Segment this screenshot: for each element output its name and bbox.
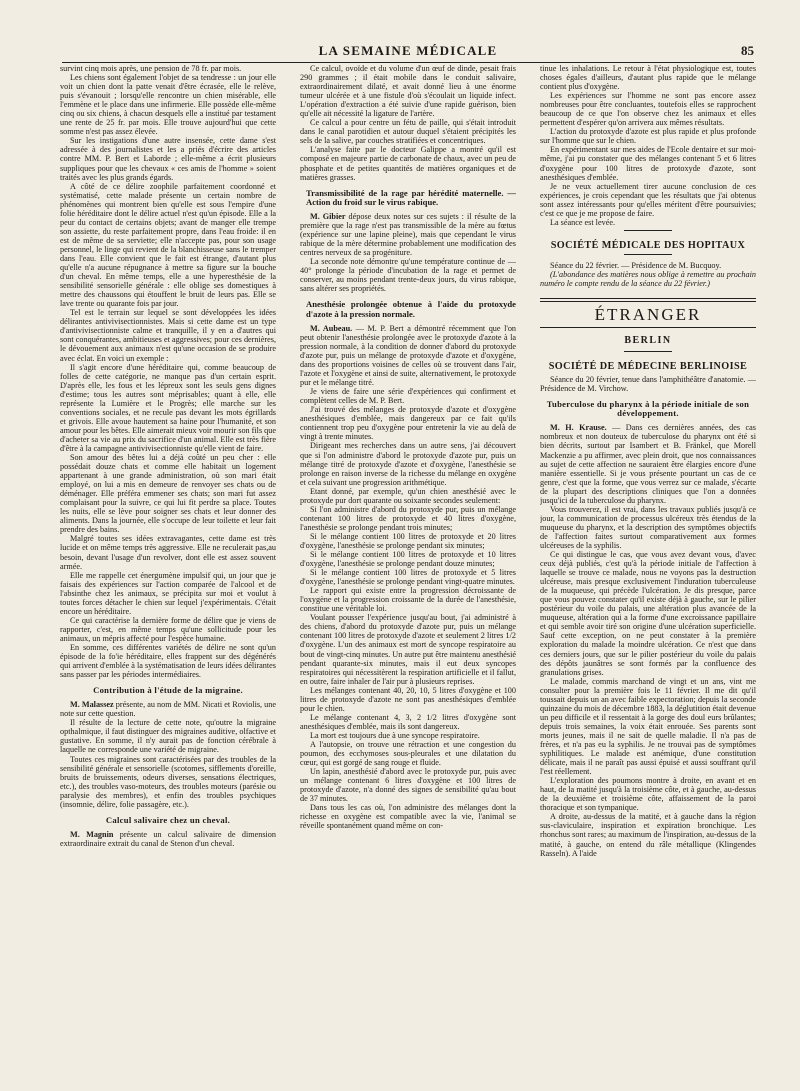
paragraph: Le malade, commis marchand de vingt et un ans, vint me consulter pour la première fois le 11 février. Il me dit qu'il toussait depuis un an avec faible expectoration; depuis la seconde quinzaine du mois de décembre 1883, la déglutition était devenue un peu difficile et il ressentait à la gorge des doul eurs brûlantes; depuis trois semaines, la voix était enrouée. Ses parents sont morts jeunes, mais il ne sait de quelle maladie. Il n'a pas de frères, et n'a pas eu la syphilis. Je ne trouvai pas de symptômes syphilitiques. Le malade est anémique, d'une constitution délicate, mais il ne paraît pas aussi épuisé et aussi souffrant qu'il l'est réellement. [540, 676, 756, 777]
paragraph [60, 830, 276, 848]
paragraph: Dans tous les cas où, l'on administre des mélanges dont la richesse en oxygène est compatible avec la vie, l'animal se réveille spontanément quand même on con- [300, 803, 516, 831]
paragraph [60, 700, 276, 718]
column-1 [60, 64, 276, 1086]
society-title: SOCIÉTÉ MÉDICALE DES HOPITAUX [550, 239, 746, 251]
paragraph: Tel est le terrain sur lequel se sont développées les idées délirantes antivivisectionnistes. Mais si cette dame est un type d'antivivisectionniste calme et tranquille, il y en a d'autres qui sont conquérantes, ambitieuses et aggressives; pour ces dernières, le dévouement aux animaux n'est qu'une occasion de se produire avec éclat. En voici un exemple : [60, 308, 276, 363]
session-info: Séance du 20 février, tenue dans l'amphithéâtre d'anatomie. — Présidence de M. Virchow. [540, 375, 756, 394]
paragraph: Ce qui caractérise la dernière forme de délire que je viens de rapporter, c'est, en même temps qu'une sollicitude pour les animaux, un mépris affecté pour l'espèce humaine. [60, 615, 276, 643]
paragraph: Si le mélange contient 100 litres de protoxyde et 10 litres d'oxygène, l'anesthésie se prolonge pendant douze minutes; [300, 550, 516, 569]
paragraph: Un lapin, anesthésié d'abord avec le protoxyde pur, puis avec un mélange contenant 6 litres d'oxygène et 100 litres de protoxyde d'azote, n'a donné des signes de sensibilité qu'au bout de 37 minutes. [300, 767, 516, 804]
editorial-note: (L'abondance des matières nous oblige à remettre au prochain numéro le compte rendu de la séance du 22 février.) [540, 269, 756, 288]
paragraph: J'ai trouvé des mélanges de protoxyde d'azote et d'oxygène anesthésiques d'emblée, mais dangereux par ce fait qu'ils contiennent trop peu d'oxygène pour entretenir la vie au delà de vingt à trente minutes. [300, 405, 516, 442]
section-title: Calcul salivaire chez un cheval. [105, 814, 231, 825]
paragraph: Si le mélange contient 100 litres de protoxyde et 5 litres d'oxygène, l'anesthésie se prolonge pendant vingt-quatre minutes. [300, 568, 516, 587]
paragraph [540, 423, 756, 504]
column-2 [300, 64, 516, 1086]
paragraph-text: présente un calcul salivaire de dimension extraordinaire extrait du canal de Stenon d'un cheval. [60, 829, 276, 848]
paragraph: tinue les inhalations. Le retour à l'état physiologique est, toutes choses égales d'ailleurs, d'autant plus rapide que le mélange contient plus d'oxygène. [540, 64, 756, 92]
paragraph: Si l'on administre d'abord du protoxyde pur, puis un mélange contenant 100 litres de protoxyde et 40 litres d'oxygène, l'anesthésie se prolonge pendant trois minutes; [300, 504, 516, 532]
paragraph: Sur les instigations d'une autre insensée, cette dame s'est adressée à des journalistes et les a priés d'écrire des articles contre MM. P. Bert et Laborde ; elle-même a écrit plusieurs suppliques pour que les chevaux « ces amis de l'homme » soient traités avec les plus grands égards. [60, 136, 276, 182]
speaker-name: M. Malassez [70, 700, 114, 710]
paragraph: Le mélange contenant 4, 3, 2 1/2 litres d'oxygène sont anesthésiques d'emblée, mais ils sont dangereux. [300, 712, 516, 731]
paragraph: Les mélanges contenant 40, 20, 10, 5 litres d'oxygène et 100 litres de protoxyde d'azote ne sont pas anesthésiques d'emblée pour le chien. [300, 685, 516, 713]
paragraph: Je ne veux actuellement tirer aucune conclusion de ces expériences, je crois cependant que les résultats que j'ai obtenus sont assez intéressants pour qu'elles méritent d'être poursuivies; c'est ce que je me propose de faire. [540, 181, 756, 218]
section-title: Transmissibilité de la rage par hérédité maternelle. — Action du froid sur le virus rabique. [306, 187, 516, 207]
paragraph: Son amour des bêtes lui a déjà coûté un peu cher : elle possédait douze chats et comme elle habitait un logement appartenant à une grande administration, où son mari était employé, on lui a mis en demeure de renvoyer ses chats ou de déménager. Elle préféra emmener ses chats; son mari fut assez complaisant pour la suivre, ce qui lui fit perdre sa place. Toutes les nuits, elle se lève pour soigner ses chats et leur donner des aliments. Dans la journée, elle s'occupe de leur toilette et leur fait prendre des bains. [60, 453, 276, 535]
paragraph [300, 324, 516, 387]
paragraph: La seconde note démontre qu'une température continue de — 40° prolonge la période d'incubation de la rage et permet de conserver, au moins pendant trente-deux jours, du virus rabique, sans altérer ses propriétés. [300, 257, 516, 294]
section-title: Contribution à l'étude de la migraine. [93, 685, 243, 696]
section-title: Tuberculose du pharynx à la période initiale de son développement. [546, 399, 750, 419]
speaker-name: M. Gibier [310, 212, 346, 222]
paragraph: Les expériences sur l'homme ne sont pas encore assez nombreuses pour être concluantes, toutefois elles se rapprochent beaucoup de ce que l'on observe chez les animaux et elles permettent d'espérer qu'on arrivera aux mêmes résultats. [540, 91, 756, 128]
paragraph: La séance est levée. [550, 217, 616, 227]
speaker-name: M. Magnin [70, 829, 114, 839]
paragraph: Etant donné, par exemple, qu'un chien anesthésié avec le protoxyde pur dort quarante ou soixante secondes seulement: [300, 486, 516, 505]
paragraph: Il s'agit encore d'une héréditaire qui, comme beaucoup de folles de cette catégorie, ne manque pas d'un certain esprit. D'après elle, les fous et les lépreux sont les seuls gens dignes d'estime; tous les autres sont méprisables; quant à elle, elle représente la Lumière et le Progrès; elle marche sur les conventions sociales, et ne recule pas devant les mots égrillards et grivois. Elle avoue hautement sa haine pour l'humanité, et son amour pour les bêtes. Elle aimerait mieux voir mourir son fils que d'acheter sa vie au prix du sacrifice d'un animal. Elle est très fière d'être à la campagne antivivisectionniste qu'elle vient de faire. [60, 362, 276, 453]
paragraph: Elle me rappelle cet énergumène impulsif qui, un jour que je faisais des expériences sur l'action comparée de l'alcool et de l'absinthe chez les animaux, se précipita sur moi et voulut à toutes forces détacher le chien sur lequel j'expérimentais. C'était encore un héréditaire. [60, 570, 276, 616]
column-3 [540, 64, 756, 1086]
paragraph-text: — M. P. Bert a démontré récemment que l'on peut obtenir l'anesthésie prolongée avec le protoxyde d'azote à la pression normale, à la condition de donner d'abord du protoxyde d'azote pur, puis un mélange de protoxyde d'azote et d'oxygène, dans des proportions voisines de celles où se trouvent dans l'air, l'azote et l'oxygène et ainsi de suite, alternativement, le protoxyde pur et le mélange titré. [300, 323, 516, 388]
paragraph [300, 212, 516, 257]
paragraph-text: dépose deux notes sur ces sujets : il résulte de la première que la rage n'est pas transmissible de la mère au fœtus (expérience sur une lapine pleine), mais que cependant le virus rabique de la mère détermine probablement une modification des centres nerveux de sa progéniture. [300, 212, 516, 258]
paragraph: Vous trouverez, il est vrai, dans les travaux publiés jusqu'à ce jour, la communication de processus ulcéreux très étendus de la muqueuse du pharynx, et la description des symptômes objectifs de l'affection faites surtout comparativement aux formes ulcéreuses de la syphilis. [540, 504, 756, 550]
divider [540, 298, 756, 302]
paragraph: Les chiens sont également l'objet de sa tendresse : un jour elle voit un chien dont la patte venait d'être écrasée, elle le relève, puis s'évanouit ; lorsqu'elle rencontre un chien misérable, elle l'emmène et le place dans une infirmerie. Elle possède elle-même cinq ou six chiens, à chacun desquels elle a institué par testament une rente de 25 fr. par mois. Elle trouve aujourd'hui que cette somme n'est pas assez élevée. [60, 73, 276, 137]
city-heading: BERLIN [624, 335, 672, 347]
paragraph: Malgré toutes ses idées extravagantes, cette dame est très lucide et on même temps très aggressive. Elle ne reculerait pas,au besoin, devant l'usage d'un revolver, dont elle est assez souvent armée. [60, 534, 276, 571]
paragraph: Ce qui distingue le cas, que vous avez devant vous, d'avec ceux déjà publiés, c'est qu'à la période initiale de l'affection à laquelle se trouve ce malade, nous ne voyons pas la destruction ulcéreuse, mais presque exclusivement l'induration tuberculeuse de la muqueuse, qui précède l'ulcération. Je dis presque, parce que vous pouvez constater qu'il existe déjà à gauche, sur le pilier postérieur du voile du palais, une altération plus avancée de la muqueuse, altération qui a la forme d'une excroissance papillaire et qui semble avoir tiré son origine d'une ulcération superficielle. Sauf cette exception, on ne peut constater à la première exploration du malade la moindre ulcération. Ce n'est que dans ces derniers jours, que sur le pilier postérieur du voile du palais des dépôts jaunâtres se sont formés par la confluence des granulations grises. [540, 550, 756, 677]
paragraph: A côté de ce délire zoophile parfaitement coordonné et systématisé, cette malade présente un certain nombre de phénomènes qui montrent bien qu'elle est sous l'empire d'une folie héréditaire dont le délire actuel n'est qu'un épisode. Elle a la peur du contact de certains objets; avant de manger elle trempe son assiette, du reste parfaitement propre, dans l'eau froide: il en est de même de sa serviette; elle n'accepte pas, pour son usage personnel, le linge qui revient de la blanchisseuse sans le tremper dans l'eau. Elle convient que le fait est étrange, d'autant plus qu'elle n'a aucune répugnance à mettre sa figure sur la bouche d'un cheval. En même temps, elle a une hyperesthésie de la sensibilité sensorielle générale : elle oblige ses domestiques à mettre des chaussons qui étouffent le bruit de leurs pas. Elle se lave trente ou quarante fois par jour. [60, 181, 276, 309]
divider [540, 327, 756, 328]
paragraph-text: — Dans ces dernières années, des cas nombreux et non douteux de tuberculose du pharynx ont été si bien décrits, surtout par Isambert et B. Fränkel, que Morell Mackenzie a pu affirmer, avec plein droit, que nos connaissances au sujet de cette affection ne sauraient être élargies encore d'une manière essentielle. Si je vous présente pourtant un cas de ce genre, c'est que la forme, que vous verrez sur ce malade, s'écarte de la plupart des descriptions cliniques que l'on a données jusqu'ici de la tuberculose du pharynx. [540, 423, 756, 505]
divider [624, 351, 672, 352]
page-header [62, 40, 754, 63]
paragraph: Voulant pousser l'expérience jusqu'au bout, j'ai administré à des chiens, d'abord du protoxyde d'azote pur, puis un mélange contenant 100 litres de protoxyde d'azote et seulement 2 litres 1/2 d'oxygène. L'un des animaux est mort de syncope respiratoire au bout de vingt-cinq minutes. Un autre put être maintenu anesthésié pendant quarante-six minutes, mais il eut deux syncopes respiratoires qui nécessitèrent la respiration artificielle et il fallut, en outre, faire inhaler de l'air pur à plusieurs reprises. [300, 613, 516, 686]
divider [624, 230, 672, 231]
paragraph: Il résulte de la lecture de cette note, qu'outre la migraine opthalmique, il faut distinguer des migraines auditive, olfactive et gustative. En somme, il n'y aurait pas de fonction cérébrale à laquelle ne corresponde une variété de migraine. [60, 718, 276, 755]
paragraph: A droite, au-dessus de la matité, et à gauche dans la région sus-claviculaire, inspiration et expiration bronchique. Les rhonchus sont rares; au maximum de l'inspiration, au-dessus de la matité, à gauche, on entend du râle métallique (Klingendes Rasseln). A l'aide [540, 812, 756, 858]
paragraph: Toutes ces migraines sont caractérisées par des troubles de la sensibilité générale et sensorielle (scotomes, sifflements d'oreille, bruits de bruissements, odeurs diverses, sensations électriques, etc.), des troubles vaso-moteurs, des troubles moteurs (parésie ou paralysie des membres), et enfin des troubles psychiques (insomnie, délire, folie passagère, etc.). [60, 754, 276, 809]
speaker-name: M. H. Krause. [550, 423, 607, 433]
paragraph: survint cinq mois après, une pension de 78 fr. par mois. [60, 64, 242, 73]
page-number: 85 [741, 43, 754, 58]
paragraph: Le rapport qui existe entre la progression décroissante de l'oxygène et la progression croissante de la durée de l'anesthésie, constitue une véritable loi. [300, 586, 516, 614]
paragraph-text: présente, au nom de MM. Nicati et Roviolis, une note sur cette question. [60, 700, 276, 719]
paragraph: Je viens de faire une série d'expériences qui confirment et complètent celles de M. P. Bert. [300, 387, 516, 406]
speaker-name: M. Aubeau. [310, 323, 353, 333]
section-heading: ÉTRANGER [594, 305, 702, 325]
section-title: Anesthésie prolongée obtenue à l'aide du protoxyde d'azote à la pression normale. [306, 299, 516, 319]
paragraph: L'exploration des poumons montre à droite, en avant et en haut, de la matité jusqu'à la troisième côte, et à gauche, au-dessus de la deuxième et troisième côte, affaissement de la paroi thoracique et son tympanique. [540, 776, 756, 813]
paragraph: Dirigeant mes recherches dans un autre sens, j'ai découvert que si l'on administre d'abord le protoxyde d'azote pur, puis un mélange titré de protoxyde d'azote et d'oxygène, l'anesthésie se prolonge en raison inverse de la richesse du mélange en oxygène et cela suivant une progression arithmétique. [300, 441, 516, 487]
session-info: Séance du 22 février. — Présidence de M. Bucquoy. [550, 260, 722, 270]
paragraph: Ce calcul, ovoïde et du volume d'un œuf de dinde, pesait frais 290 grammes ; il était mobile dans le conduit salivaire, extraordinairement dilaté, et avait donné lieu à une énorme tumeur ulcérée et à une fistule d'où s'écoulait un liquide infect. L'opération d'extraction a été suivie d'une rapide guérison, bien qu'elle ait nécessité la ligature de l'artère. [300, 64, 516, 119]
journal-title: LA SEMAINE MÉDICALE [318, 43, 498, 58]
paragraph: La mort est toujours due à une syncope respiratoire. [310, 730, 480, 740]
paragraph: A l'autopsie, on trouve une rétraction et une congestion du poumon, des ecchymoses sous-pleurales et une dilatation du cœur, qui est gorgé de sang rouge et fluide. [300, 740, 516, 768]
paragraph: L'analyse faite par le docteur Galippe a montré qu'il est composé en majeure partie de carbonate de chaux, avec un peu de phosphate et de petites quantités de matières organiques et de matières grasses. [300, 145, 516, 182]
society-title: SOCIÉTÉ DE MÉDECINE BERLINOISE [548, 361, 748, 373]
divider [624, 254, 672, 255]
paragraph: En expérimentant sur mes aides de l'Ecole dentaire et sur moi-même, j'ai pu constater que des mélanges contenant 5 et 6 litres d'oxygène pour 100 litres de protoxyde d'azote, sont anesthésiques d'emblée. [540, 145, 756, 182]
paragraph: Ce calcul a pour centre un fétu de paille, qui s'était introduit dans le canal parotidien et autour duquel s'étaient précipités les sels de la salive, par couches stratifiées et concentriques. [300, 118, 516, 146]
paragraph: En somme, ces différentes variétés de délire ne sont qu'un épisode de la fo'ie héréditaire, elles frappent sur des dégénérés qui arrivent d'emblée à la systématisation de leurs idées délirantes sans passer par les périodes intermédiaires. [60, 643, 276, 680]
paragraph: L'action du protoxyde d'azote est plus rapide et plus profonde sur l'homme que sur le chien. [540, 127, 756, 146]
paragraph: Si le mélange contient 100 litres de protoxyde et 20 litres d'oxygène, l'anesthésie se prolonge pendant six minutes; [300, 531, 516, 550]
